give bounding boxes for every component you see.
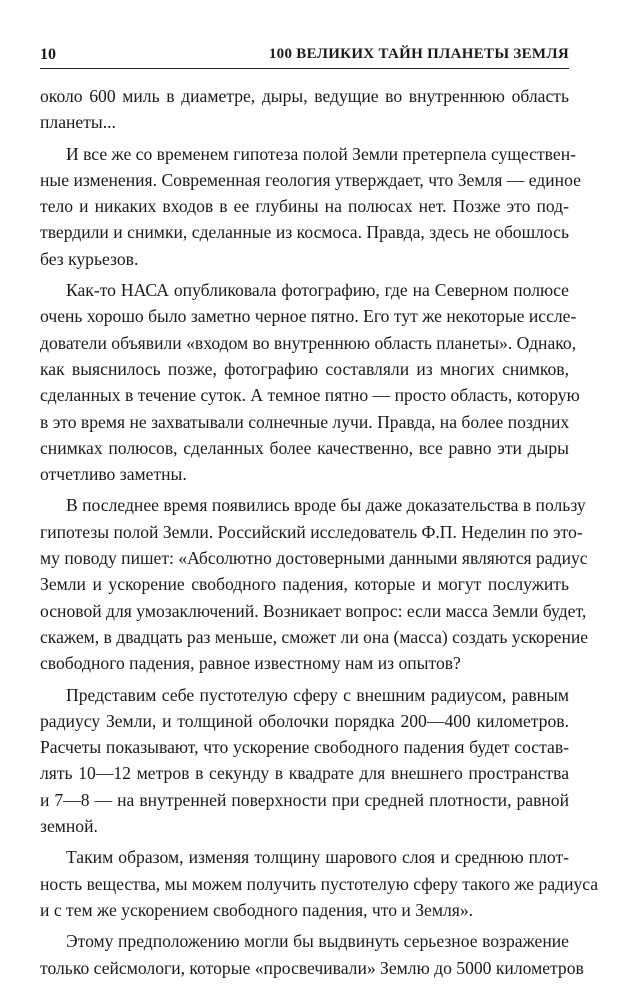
paragraph [40, 682, 569, 840]
text-line: гипотезы полой Земли. Российский исследователь Ф.П. Неделин по это- [40, 521, 583, 542]
text-line: основой для умозаключений. Возникает вопрос: если масса Земли будет, [40, 600, 587, 621]
text-line: в это время не захватывали солнечные лучи. Правда, на более поздних [40, 411, 570, 432]
text-line: без курьезов. [40, 248, 139, 269]
paragraph [40, 928, 584, 981]
text-line: ные изменения. Современная геология утверждает, что Земля — единое [40, 169, 581, 190]
text-line: отчетливо заметны. [40, 464, 187, 485]
text-line: твердили и снимки, сделанные из космоса. Правда, здесь не обошлось [40, 222, 569, 243]
text-line: сделанных в течение суток. А темное пятно — просто область, которую [40, 385, 580, 406]
text-line: земной. [40, 816, 98, 837]
text-line: Этому предположению могли бы выдвинуть серьезное возражение [66, 931, 569, 952]
paragraph [40, 492, 589, 676]
text-line: свободного падения, равное известному нам из опытов? [40, 653, 461, 674]
text-line: как выяснилось позже, фотографию составляли из многих снимков, [40, 358, 569, 379]
text-line: му поводу пишет: «Абсолютно достоверными данными являются радиус [40, 548, 588, 569]
text-line: планеты... [40, 112, 116, 133]
text-line: ность вещества, мы можем получить пустотелую сферу такого же радиуса [40, 873, 599, 894]
text-line: около 600 миль в диаметре, дыры, ведущие во внутреннюю область [40, 86, 569, 106]
text-line: очень хорошо было заметно черное пятно. Его тут же некоторые иссле- [40, 306, 577, 327]
text-line: Расчеты показывают, что ускорение свободного падения будет состав- [40, 737, 569, 758]
text-line: В последнее время появились вроде бы даже доказательства в пользу [66, 495, 586, 516]
text-line: лять 10—12 метров в секунду в квадрате для внешнего пространства [40, 763, 569, 784]
paragraph [40, 83, 569, 136]
page-number: 10 [40, 46, 56, 63]
text-line: Как-то НАСА опубликовала фотографию, где на Северном полюсе [66, 280, 569, 301]
text-line: Таким образом, изменяя толщину шарового слоя и среднюю плот- [66, 847, 569, 868]
text-line: только сейсмологи, которые «просвечивали» Землю до 5000 километров [40, 957, 584, 978]
running-header [40, 44, 569, 69]
text-line: тело и никаких входов в ее глубины на полюсах нет. Позже это под- [40, 196, 569, 217]
text-line: Земли и ускорение свободного падения, которые и могут послужить [40, 574, 569, 595]
text-line: И все же со временем гипотеза полой Земли претерпела существен- [66, 143, 576, 164]
paragraph [40, 277, 580, 487]
paragraph [40, 141, 581, 272]
text-line: и с тем же ускорением свободного падения, что и Земля». [40, 899, 474, 920]
text-line: и 7—8 — на внутренней поверхности при средней плотности, равной [40, 789, 569, 810]
text-line: Представим себе пустотелую сферу с внешним радиусом, равным [66, 684, 569, 705]
paragraph [40, 844, 599, 923]
text-line: дователи объявили «входом во внутреннюю область планеты». Однако, [40, 332, 577, 353]
running-title: 100 ВЕЛИКИХ ТАЙН ПЛАНЕТЫ ЗЕМЛЯ [268, 46, 569, 62]
body-text [40, 83, 599, 981]
text-line: скажем, в двадцать раз меньше, сможет ли она (масса) создать ускорение [40, 626, 589, 647]
text-line: снимках полюсов, сделанных более качественно, все равно эти дыры [40, 437, 569, 458]
text-line: радиусу Земли, и толщиной оболочки порядка 200—400 километров. [40, 710, 569, 731]
